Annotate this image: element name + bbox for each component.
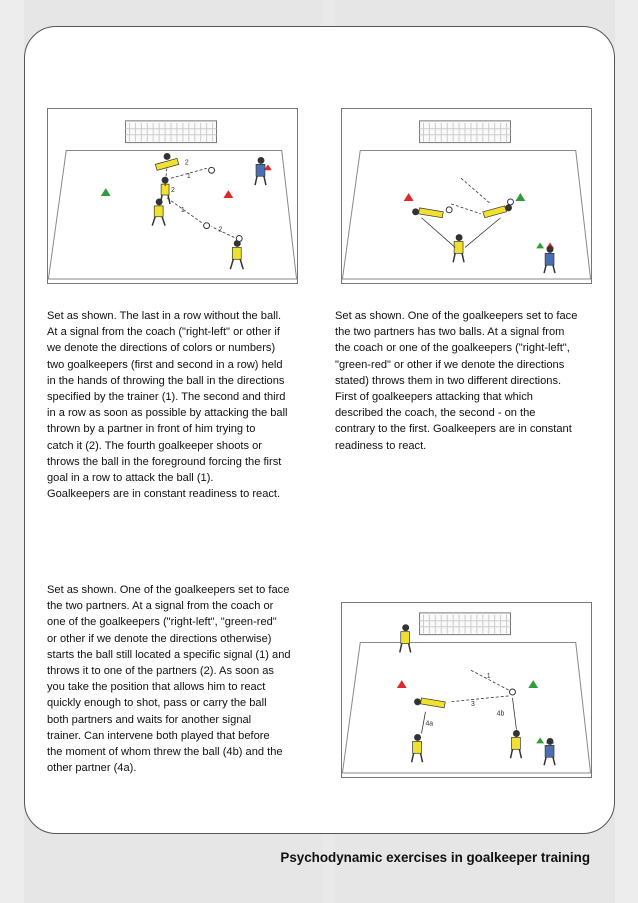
partner-left	[412, 734, 423, 762]
goalkeeper-diving	[414, 698, 445, 708]
arrow-label: 3	[470, 700, 475, 708]
drill-diagram-3	[341, 602, 592, 778]
partner-right	[510, 730, 521, 758]
drill-diagram-1	[47, 108, 298, 284]
arrow-label: 2	[184, 159, 189, 167]
drill-diagram-2	[341, 108, 592, 284]
goalkeeper-thrower	[453, 234, 464, 262]
coach-goalkeeper	[400, 624, 411, 652]
green-cone	[101, 188, 111, 196]
arrow-label: 2	[171, 187, 175, 195]
goal	[126, 121, 217, 143]
coach	[544, 246, 555, 273]
goalkeeper-4	[230, 240, 243, 269]
goalkeeper-left-diving	[412, 208, 443, 218]
green-cone	[528, 680, 538, 688]
red-cone	[404, 193, 414, 201]
goalkeeper-3	[152, 198, 165, 225]
footer-title: Psychodynamic exercises in goalkeeper training	[280, 850, 590, 865]
movement-arrows	[165, 166, 234, 237]
exercise-description-1: Set as shown. The last in a row without the ball. At a signal from the coach ("right-left" or other if we denote the directions of colors or numbers) two goalkeepers (first and second in a row) held in the hands of throwing the ball in the directions specified by the trainer (1). The second and third in a row as soon as possible by attacking the ball thrown by a partner in front of him trying to catch it (2). The fourth goalkeeper shoots or throws the ball in the foreground forcing the first goal in a row to attack the ball (1). Goalkeepers are in constant readiness to react.	[47, 310, 288, 501]
goalkeeper-1	[155, 153, 179, 170]
goalkeeper-right-diving	[483, 204, 512, 217]
red-cone	[223, 190, 233, 198]
coach	[255, 157, 266, 185]
arrow-label: 4b	[496, 710, 505, 718]
coach	[544, 738, 555, 765]
arrow-label: 2	[218, 226, 223, 234]
goal	[420, 121, 511, 143]
exercise-description-3: Set as shown. One of the goalkeepers set to face the two partners. At a signal from the coach or one of the goalkeepers ("right-left", "green-red" or other if we denote the directions otherwise) starts the ball still located a specific signal (1) and throws it to one of the partners (2). As soon as you take the position that allows him to react quickly enough to shot, pass or carry the ball both partners and waits for another signal trainer. Can intervene both played that before the moment of whom threw the ball (4b) and the other partner (4a).	[47, 584, 291, 775]
exercise-description-2: Set as shown. One of the goalkeepers set to face the two partners has two balls. At a signal from the coach or one of the goalkeepers ("right-left", "green-red" or other if we denote the directions stated) throws them in two different directions. First of goalkeepers attacking that which described the coach, the second - on the contrary to the first. Goalkeepers are in constant readiness to react.	[335, 310, 578, 452]
arrow-label: 1	[180, 206, 185, 214]
arrow-label: 1	[186, 173, 191, 181]
arrow-label: 1	[486, 673, 491, 681]
red-cone	[397, 680, 407, 688]
green-cone	[515, 193, 525, 201]
arrow-label: 4a	[425, 720, 434, 728]
right-margin-strip	[615, 0, 638, 903]
left-margin-strip	[0, 0, 24, 903]
goal	[420, 613, 511, 635]
